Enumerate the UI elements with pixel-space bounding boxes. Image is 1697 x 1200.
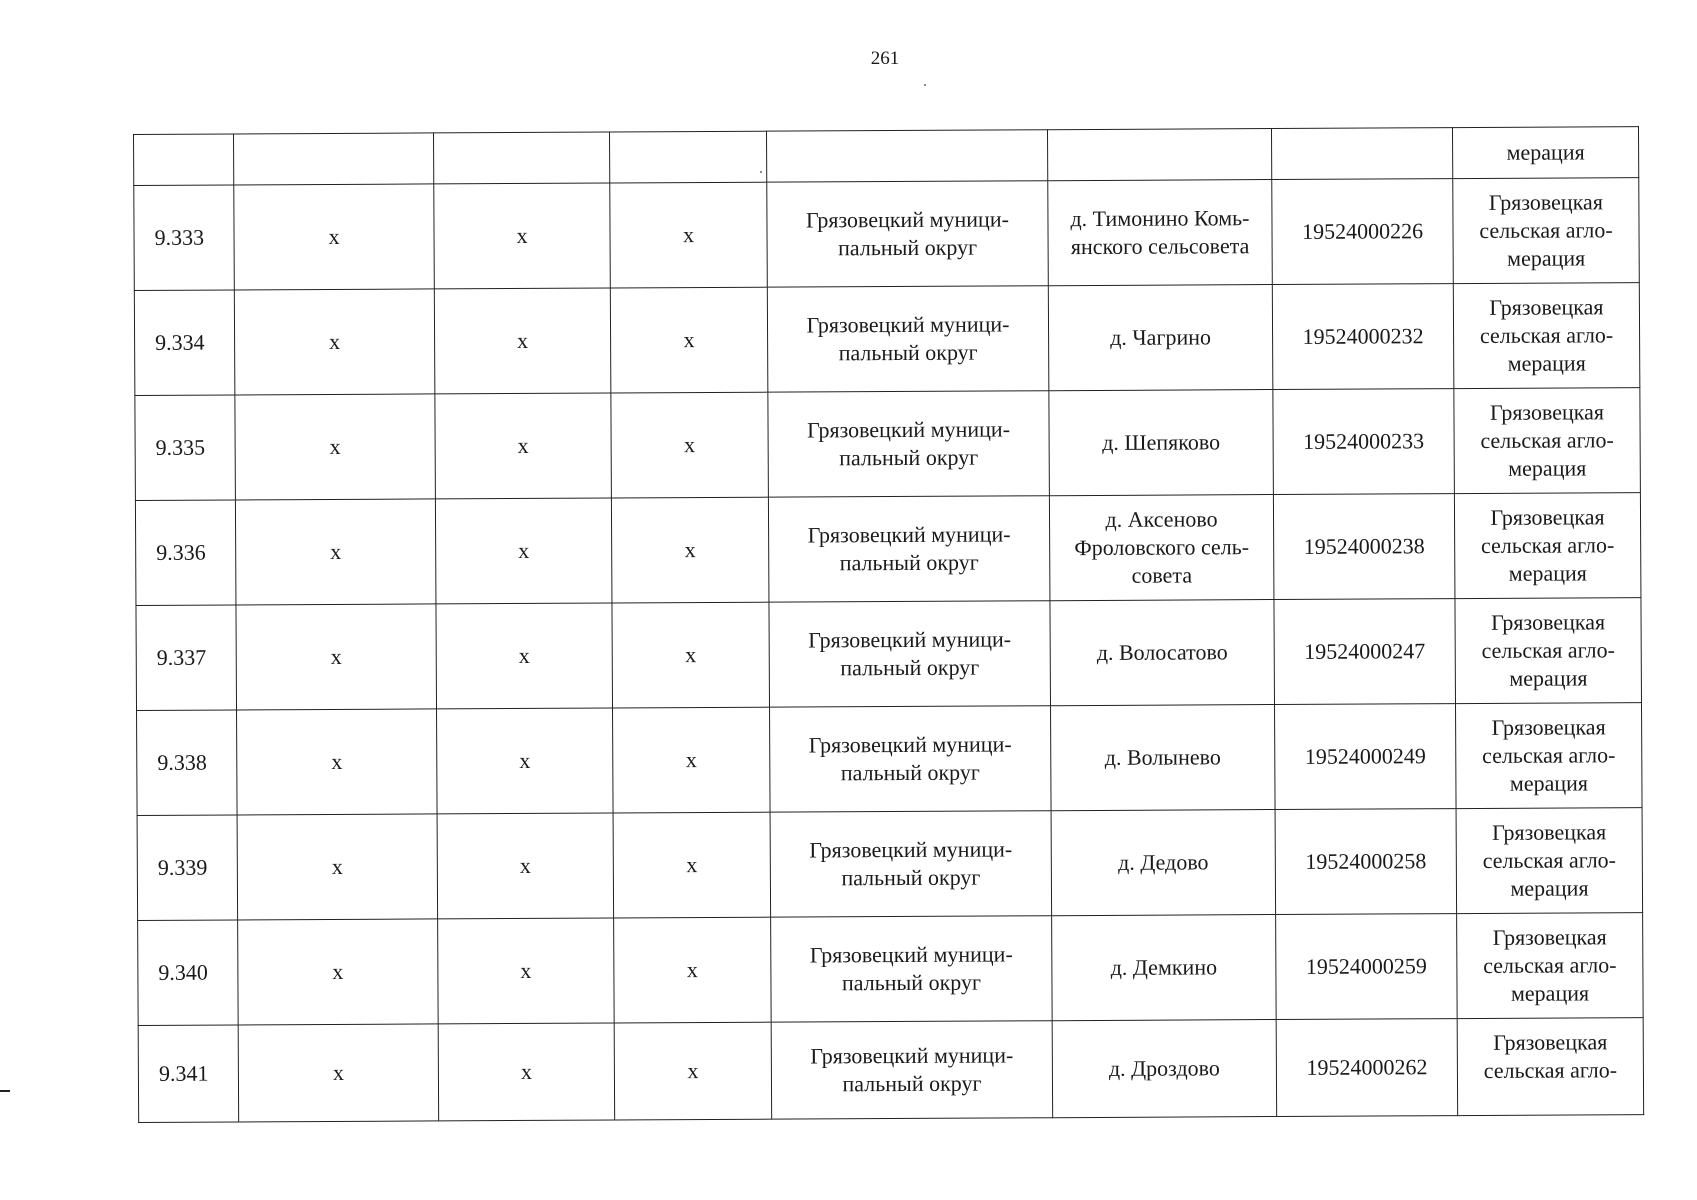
district-cell: Грязовецкий муници-пальный округ xyxy=(771,916,1053,1022)
header-cell xyxy=(1271,128,1452,180)
marker-cell: x xyxy=(614,1022,772,1120)
district-cell: Грязовецкий муници-пальный округ xyxy=(768,496,1050,602)
marker-cell: x xyxy=(235,394,436,500)
marker-cell: x xyxy=(436,603,613,709)
marker-cell: x xyxy=(434,288,611,394)
row-number-cell: 9.336 xyxy=(135,500,236,606)
marker-cell: x xyxy=(611,497,769,603)
row-number-cell: 9.338 xyxy=(137,710,238,816)
scan-speck xyxy=(760,171,762,173)
code-cell: 19524000258 xyxy=(1275,809,1457,915)
code-cell: 19524000249 xyxy=(1275,704,1457,810)
row-number-cell: 9.335 xyxy=(135,395,236,501)
page-number: 261 xyxy=(870,48,900,69)
settlement-cell: д. Шепяково xyxy=(1049,390,1274,496)
marker-cell: x xyxy=(437,708,614,814)
code-cell: 19524000232 xyxy=(1272,284,1454,390)
district-cell: Грязовецкий муници-пальный округ xyxy=(767,181,1049,287)
header-cell xyxy=(433,132,609,184)
marker-cell: x xyxy=(438,918,615,1024)
table-row xyxy=(137,808,1643,921)
settlements-table xyxy=(133,126,1644,1123)
code-cell: 19524000259 xyxy=(1276,914,1458,1020)
settlement-cell: д. Чагрино xyxy=(1048,285,1273,391)
marker-cell: x xyxy=(435,498,612,604)
header-cell xyxy=(766,130,1047,182)
marker-cell: x xyxy=(234,289,435,395)
row-number-cell: 9.333 xyxy=(134,185,235,291)
marker-cell: x xyxy=(614,917,772,1023)
marker-cell: x xyxy=(237,709,438,815)
table-row xyxy=(138,1018,1643,1123)
agglomeration-cell: Грязовецкая сельская агло-мерация xyxy=(1454,388,1641,494)
marker-cell: x xyxy=(434,183,611,289)
agglomeration-cell: Грязовецкая сельская агло-мерация xyxy=(1453,178,1640,284)
table-row xyxy=(135,388,1641,501)
marker-cell: x xyxy=(234,184,435,290)
settlement-cell: д. Дедово xyxy=(1051,810,1276,916)
marker-cell: x xyxy=(238,1024,439,1122)
marker-cell: x xyxy=(435,393,612,499)
settlement-cell: д. Демкино xyxy=(1052,915,1277,1021)
header-cell xyxy=(134,134,234,186)
district-cell: Грязовецкий муници-пальный округ xyxy=(767,286,1049,392)
table-row xyxy=(134,178,1640,291)
table-row xyxy=(137,703,1643,816)
code-cell: 19524000226 xyxy=(1272,179,1454,285)
settlement-cell: д. Тимонино Комь-янского сельсовета xyxy=(1048,180,1273,286)
district-cell: Грязовецкий муници-пальный округ xyxy=(768,391,1050,497)
table-body xyxy=(134,127,1644,1123)
header-cell: мерация xyxy=(1452,127,1638,179)
agglomeration-cell: Грязовецкая сельская агло-мерация xyxy=(1456,703,1643,809)
header-cell xyxy=(609,131,766,183)
row-number-cell: 9.334 xyxy=(134,290,235,396)
table-row xyxy=(135,493,1641,606)
code-cell: 19524000247 xyxy=(1274,599,1456,705)
marker-cell: x xyxy=(237,814,438,920)
settlement-cell: д. Дроздово xyxy=(1052,1020,1277,1118)
marker-cell: x xyxy=(613,707,771,813)
marker-cell: x xyxy=(610,182,768,288)
header-cell xyxy=(1047,129,1271,181)
district-cell: Грязовецкий муници-пальный округ xyxy=(769,601,1051,707)
code-cell: 19524000262 xyxy=(1276,1019,1458,1117)
row-number-cell: 9.339 xyxy=(137,815,238,921)
row-number-cell: 9.337 xyxy=(136,605,237,711)
district-cell: Грязовецкий муници-пальный округ xyxy=(770,706,1052,812)
marker-cell: x xyxy=(611,392,769,498)
marker-cell: x xyxy=(236,604,437,710)
agglomeration-cell: Грязовецкая сельская агло-мерация xyxy=(1454,493,1641,599)
edge-mark xyxy=(0,1090,10,1092)
district-cell: Грязовецкий муници-пальный округ xyxy=(770,811,1052,917)
scan-speck xyxy=(924,84,926,86)
row-number-cell: 9.340 xyxy=(138,920,239,1026)
table-row xyxy=(138,913,1644,1026)
marker-cell: x xyxy=(437,813,614,919)
code-cell: 19524000238 xyxy=(1273,494,1455,600)
table-row xyxy=(136,598,1642,711)
marker-cell: x xyxy=(238,919,439,1025)
settlement-cell: д. Аксеново Фроловского сель-совета xyxy=(1049,495,1274,601)
agglomeration-cell: Грязовецкая сельская агло- xyxy=(1457,1018,1644,1116)
table-row xyxy=(134,283,1640,396)
marker-cell: x xyxy=(612,602,770,708)
agglomeration-cell: Грязовецкая сельская агло-мерация xyxy=(1456,808,1643,914)
marker-cell: x xyxy=(613,812,771,918)
marker-cell: x xyxy=(235,499,436,605)
settlement-cell: д. Волосатово xyxy=(1050,600,1275,706)
header-cell xyxy=(234,133,434,185)
agglomeration-cell: Грязовецкая сельская агло-мерация xyxy=(1453,283,1640,389)
code-cell: 19524000233 xyxy=(1273,389,1455,495)
agglomeration-cell: Грязовецкая сельская агло-мерация xyxy=(1455,598,1642,704)
row-number-cell: 9.341 xyxy=(138,1025,239,1123)
table-header-row xyxy=(134,127,1639,186)
marker-cell: x xyxy=(438,1023,615,1121)
marker-cell: x xyxy=(610,287,768,393)
agglomeration-cell: Грязовецкая сельская агло-мерация xyxy=(1457,913,1644,1019)
settlement-cell: д. Волынево xyxy=(1051,705,1276,811)
district-cell: Грязовецкий муници-пальный округ xyxy=(771,1021,1053,1119)
